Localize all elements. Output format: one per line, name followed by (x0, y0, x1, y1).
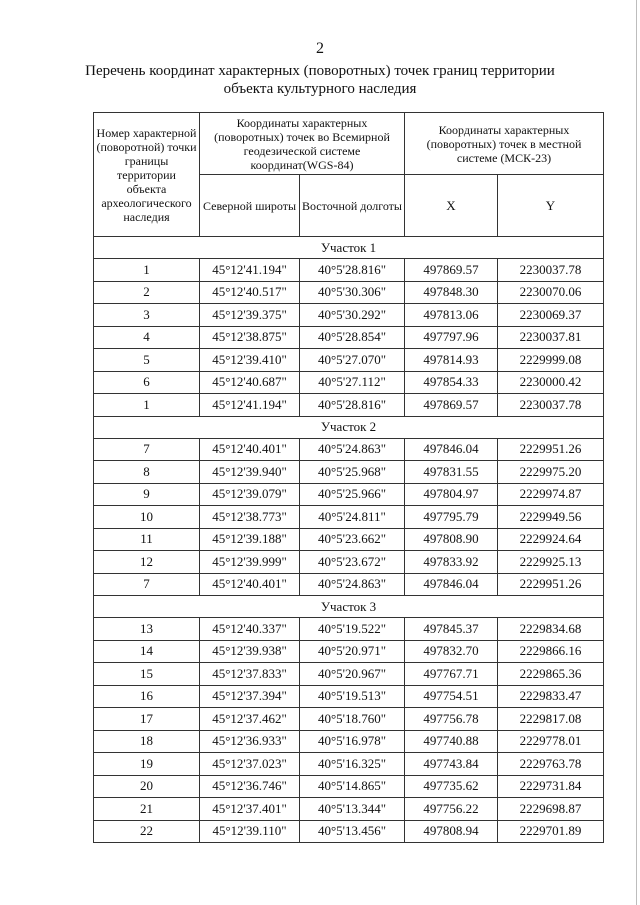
table-row (94, 528, 604, 551)
y-coordinate-cell: 2229833.47 (498, 685, 604, 708)
x-coordinate-cell: 497814.93 (405, 349, 498, 372)
table-row (94, 349, 604, 372)
table-row (94, 708, 604, 731)
y-coordinate-cell: 2229866.16 (498, 640, 604, 663)
section-label: Участок 1 (94, 237, 604, 259)
header-x: X (405, 175, 498, 237)
point-number-cell: 22 (94, 820, 200, 843)
section-label: Участок 2 (94, 416, 604, 438)
header-point-number: Номер характерной (поворотной) точки границы территории объекта археологического наследия (94, 113, 200, 237)
longitude-cell: 40°5'24.863" (300, 438, 405, 461)
table-row (94, 618, 604, 641)
header-wgs-group: Координаты характерных (поворотных) точек во Всемирной геодезической системе координат(WGS-84) (200, 113, 405, 175)
table-row (94, 798, 604, 821)
point-number-cell: 16 (94, 685, 200, 708)
latitude-cell: 45°12'39.188" (200, 528, 300, 551)
y-coordinate-cell: 2229865.36 (498, 663, 604, 686)
y-coordinate-cell: 2229951.26 (498, 573, 604, 596)
latitude-cell: 45°12'41.194" (200, 259, 300, 282)
header-y: Y (498, 175, 604, 237)
y-coordinate-cell: 2229778.01 (498, 730, 604, 753)
table-row (94, 483, 604, 506)
latitude-cell: 45°12'37.394" (200, 685, 300, 708)
longitude-cell: 40°5'19.522" (300, 618, 405, 641)
latitude-cell: 45°12'40.401" (200, 438, 300, 461)
latitude-cell: 45°12'37.462" (200, 708, 300, 731)
x-coordinate-cell: 497808.94 (405, 820, 498, 843)
longitude-cell: 40°5'16.325" (300, 753, 405, 776)
x-coordinate-cell: 497808.90 (405, 528, 498, 551)
y-coordinate-cell: 2230069.37 (498, 304, 604, 327)
table-row (94, 753, 604, 776)
latitude-cell: 45°12'38.875" (200, 326, 300, 349)
y-coordinate-cell: 2229975.20 (498, 461, 604, 484)
x-coordinate-cell: 497756.78 (405, 708, 498, 731)
x-coordinate-cell: 497813.06 (405, 304, 498, 327)
latitude-cell: 45°12'40.337" (200, 618, 300, 641)
table-row (94, 730, 604, 753)
longitude-cell: 40°5'28.854" (300, 326, 405, 349)
y-coordinate-cell: 2229951.26 (498, 438, 604, 461)
table-row (94, 438, 604, 461)
table-row (94, 685, 604, 708)
longitude-cell: 40°5'13.344" (300, 798, 405, 821)
point-number-cell: 3 (94, 304, 200, 327)
x-coordinate-cell: 497846.04 (405, 573, 498, 596)
x-coordinate-cell: 497767.71 (405, 663, 498, 686)
latitude-cell: 45°12'39.110" (200, 820, 300, 843)
table-row (94, 259, 604, 282)
longitude-cell: 40°5'20.971" (300, 640, 405, 663)
x-coordinate-cell: 497754.51 (405, 685, 498, 708)
longitude-cell: 40°5'23.662" (300, 528, 405, 551)
y-coordinate-cell: 2230000.42 (498, 371, 604, 394)
x-coordinate-cell: 497795.79 (405, 506, 498, 529)
longitude-cell: 40°5'27.112" (300, 371, 405, 394)
point-number-cell: 1 (94, 259, 200, 282)
longitude-cell: 40°5'24.811" (300, 506, 405, 529)
point-number-cell: 5 (94, 349, 200, 372)
table-row (94, 775, 604, 798)
y-coordinate-cell: 2230070.06 (498, 281, 604, 304)
point-number-cell: 17 (94, 708, 200, 731)
point-number-cell: 8 (94, 461, 200, 484)
point-number-cell: 10 (94, 506, 200, 529)
y-coordinate-cell: 2229924.64 (498, 528, 604, 551)
point-number-cell: 13 (94, 618, 200, 641)
coordinates-table (93, 112, 604, 843)
latitude-cell: 45°12'41.194" (200, 394, 300, 417)
header-local-group: Координаты характерных (поворотных) точек в местной системе (МСК-23) (405, 113, 604, 175)
document-title (80, 62, 560, 98)
table-row (94, 281, 604, 304)
title-line-1: Перечень координат характерных (поворотных) точек границ территории (85, 63, 555, 79)
x-coordinate-cell: 497869.57 (405, 259, 498, 282)
y-coordinate-cell: 2229763.78 (498, 753, 604, 776)
y-coordinate-cell: 2230037.78 (498, 394, 604, 417)
table-row (94, 394, 604, 417)
point-number-cell: 19 (94, 753, 200, 776)
longitude-cell: 40°5'27.070" (300, 349, 405, 372)
point-number-cell: 12 (94, 551, 200, 574)
longitude-cell: 40°5'18.760" (300, 708, 405, 731)
longitude-cell: 40°5'14.865" (300, 775, 405, 798)
y-coordinate-cell: 2229999.08 (498, 349, 604, 372)
y-coordinate-cell: 2229925.13 (498, 551, 604, 574)
y-coordinate-cell: 2229834.68 (498, 618, 604, 641)
latitude-cell: 45°12'39.999" (200, 551, 300, 574)
x-coordinate-cell: 497797.96 (405, 326, 498, 349)
table-row (94, 820, 604, 843)
point-number-cell: 6 (94, 371, 200, 394)
table-row (94, 663, 604, 686)
section-row (94, 416, 604, 438)
table-row (94, 573, 604, 596)
latitude-cell: 45°12'40.401" (200, 573, 300, 596)
x-coordinate-cell: 497845.37 (405, 618, 498, 641)
latitude-cell: 45°12'39.938" (200, 640, 300, 663)
longitude-cell: 40°5'24.863" (300, 573, 405, 596)
x-coordinate-cell: 497833.92 (405, 551, 498, 574)
longitude-cell: 40°5'19.513" (300, 685, 405, 708)
x-coordinate-cell: 497846.04 (405, 438, 498, 461)
table-body (94, 237, 604, 843)
point-number-cell: 11 (94, 528, 200, 551)
page-number: 2 (316, 40, 324, 57)
longitude-cell: 40°5'30.292" (300, 304, 405, 327)
point-number-cell: 7 (94, 438, 200, 461)
x-coordinate-cell: 497831.55 (405, 461, 498, 484)
x-coordinate-cell: 497832.70 (405, 640, 498, 663)
y-coordinate-cell: 2229731.84 (498, 775, 604, 798)
latitude-cell: 45°12'37.833" (200, 663, 300, 686)
point-number-cell: 4 (94, 326, 200, 349)
x-coordinate-cell: 497804.97 (405, 483, 498, 506)
point-number-cell: 14 (94, 640, 200, 663)
x-coordinate-cell: 497756.22 (405, 798, 498, 821)
y-coordinate-cell: 2229817.08 (498, 708, 604, 731)
point-number-cell: 2 (94, 281, 200, 304)
latitude-cell: 45°12'37.023" (200, 753, 300, 776)
longitude-cell: 40°5'20.967" (300, 663, 405, 686)
latitude-cell: 45°12'40.687" (200, 371, 300, 394)
y-coordinate-cell: 2230037.78 (498, 259, 604, 282)
latitude-cell: 45°12'36.933" (200, 730, 300, 753)
point-number-cell: 20 (94, 775, 200, 798)
x-coordinate-cell: 497854.33 (405, 371, 498, 394)
longitude-cell: 40°5'25.966" (300, 483, 405, 506)
longitude-cell: 40°5'16.978" (300, 730, 405, 753)
scan-edge-line (636, 0, 637, 905)
point-number-cell: 15 (94, 663, 200, 686)
table-row (94, 304, 604, 327)
longitude-cell: 40°5'28.816" (300, 259, 405, 282)
point-number-cell: 18 (94, 730, 200, 753)
header-longitude: Восточной долготы (300, 175, 405, 237)
section-label: Участок 3 (94, 596, 604, 618)
y-coordinate-cell: 2229701.89 (498, 820, 604, 843)
x-coordinate-cell: 497869.57 (405, 394, 498, 417)
point-number-cell: 9 (94, 483, 200, 506)
table-row (94, 551, 604, 574)
longitude-cell: 40°5'13.456" (300, 820, 405, 843)
x-coordinate-cell: 497735.62 (405, 775, 498, 798)
table-row (94, 371, 604, 394)
latitude-cell: 45°12'40.517" (200, 281, 300, 304)
point-number-cell: 21 (94, 798, 200, 821)
y-coordinate-cell: 2229949.56 (498, 506, 604, 529)
x-coordinate-cell: 497848.30 (405, 281, 498, 304)
section-row (94, 237, 604, 259)
latitude-cell: 45°12'39.410" (200, 349, 300, 372)
point-number-cell: 7 (94, 573, 200, 596)
latitude-cell: 45°12'37.401" (200, 798, 300, 821)
latitude-cell: 45°12'39.079" (200, 483, 300, 506)
table-row (94, 461, 604, 484)
x-coordinate-cell: 497743.84 (405, 753, 498, 776)
y-coordinate-cell: 2230037.81 (498, 326, 604, 349)
longitude-cell: 40°5'28.816" (300, 394, 405, 417)
latitude-cell: 45°12'36.746" (200, 775, 300, 798)
header-latitude: Северной широты (200, 175, 300, 237)
table-row (94, 640, 604, 663)
latitude-cell: 45°12'38.773" (200, 506, 300, 529)
y-coordinate-cell: 2229698.87 (498, 798, 604, 821)
latitude-cell: 45°12'39.940" (200, 461, 300, 484)
section-row (94, 596, 604, 618)
title-line-2: объекта культурного наследия (223, 81, 417, 97)
point-number-cell: 1 (94, 394, 200, 417)
table-row (94, 506, 604, 529)
longitude-cell: 40°5'23.672" (300, 551, 405, 574)
x-coordinate-cell: 497740.88 (405, 730, 498, 753)
longitude-cell: 40°5'25.968" (300, 461, 405, 484)
table-row (94, 326, 604, 349)
y-coordinate-cell: 2229974.87 (498, 483, 604, 506)
latitude-cell: 45°12'39.375" (200, 304, 300, 327)
longitude-cell: 40°5'30.306" (300, 281, 405, 304)
